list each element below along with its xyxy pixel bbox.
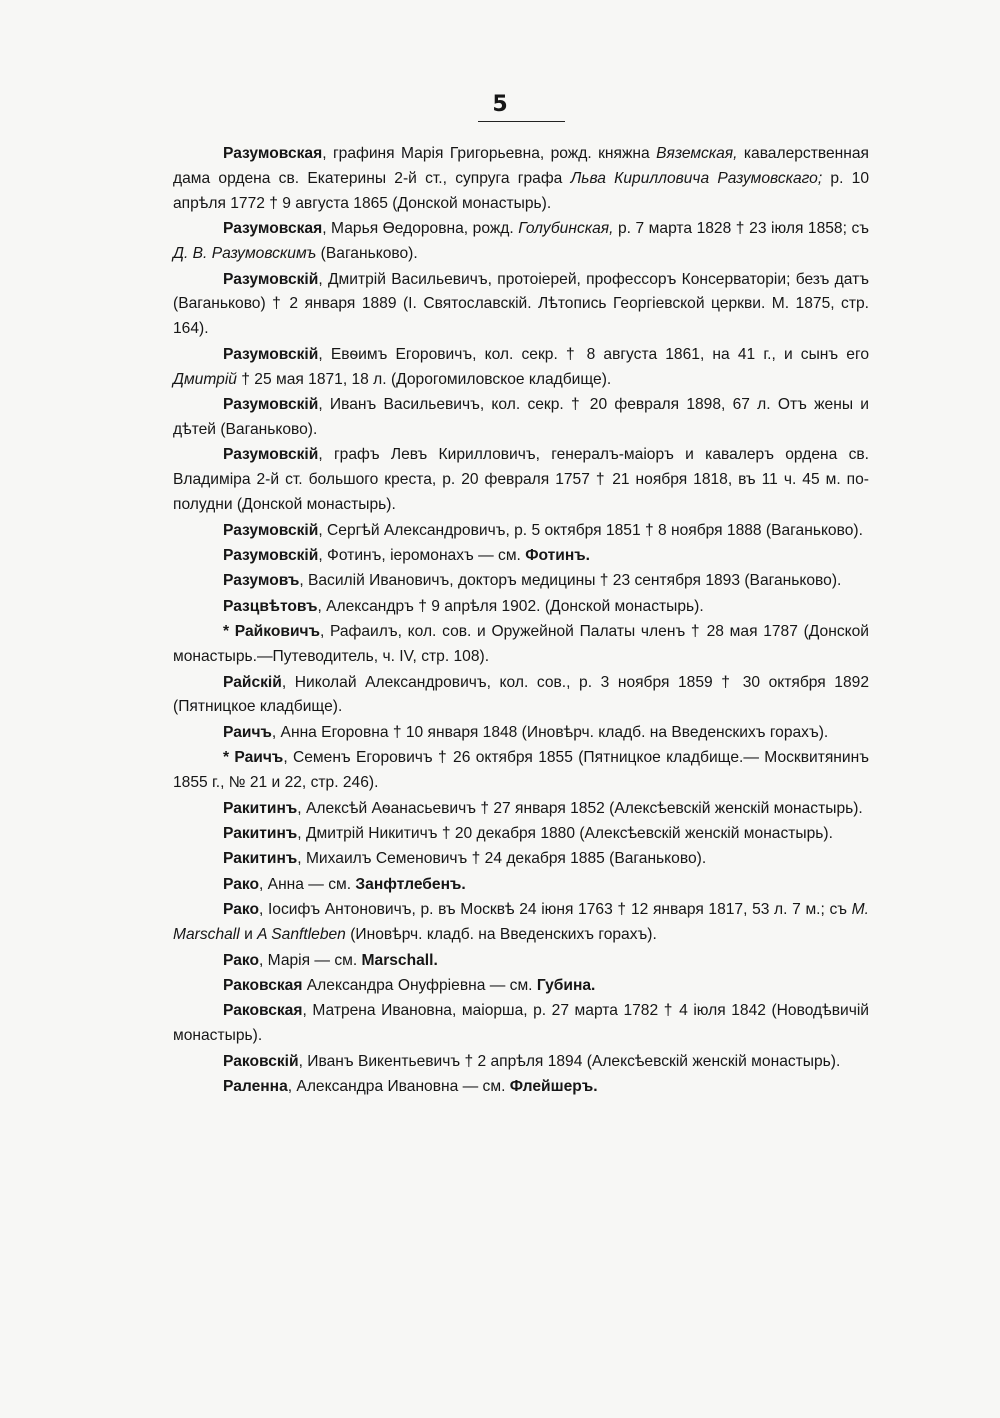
entry-surname: Разумовскій [223,345,319,363]
entry [173,797,869,822]
entry [173,746,869,796]
entry-surname: Разумовъ [223,572,300,590]
star-marker: * [223,623,235,641]
entry-surname: Раичъ [234,749,284,767]
page-number: 5 [492,92,508,117]
entry-text: Александра Онуфріевна — см. [302,976,537,994]
entry-surname: Разумовская [223,145,323,162]
entry-italic: Дмитрій [173,370,237,388]
entry-text: , Сергѣй Александровичъ, р. 5 октября 1851 † 8 ноября 1888 (Ваганьково). [318,521,863,539]
entry-surname: Разумовскій [223,270,319,288]
entry-surname: Раичъ [223,723,272,741]
cross-reference: Marschall. [361,951,438,969]
entry-italic-second: A Sanftleben [257,926,346,944]
entry [173,595,869,620]
entry-text: , Дмитрій Васильевичъ, протоіерей, профессоръ Консерваторіи; безъ датъ (Ваганьково) † 2 января 1889 (І. Святославскій. Лѣтопись Георгіевской церкви. М. 1875, стр. 164). [173,270,869,338]
entry-text: , Василій Ивановичъ, докторъ медицины † 23 сентября 1893 (Ваганьково). [299,572,842,590]
entry [173,393,869,443]
entry-text: , Марія — см. [259,951,362,969]
entry-surname: Раленна [223,1078,288,1096]
entry-text-tail: (Ваганьково). [316,245,418,263]
entry-surname: Ракитинъ [223,824,298,842]
entry-text-continued: р. 7 марта 1828 † 23 іюля 1858; съ [613,220,869,238]
entry-surname: Разумовская [223,220,323,238]
entry-text: , графиня Марія Григорьевна, рожд. княжна [322,145,657,162]
entry-surname: Рако [223,875,259,893]
entry-text: , Анна Егоровна † 10 января 1848 (Иновѣрч. кладб. на Введенскихъ горахъ). [271,723,829,741]
entry-surname: Разумовскій [223,396,319,414]
entry-text: , Фотинъ, іеромонахъ — см. [318,547,526,564]
entry [173,544,869,569]
entry-text-tail: р. 10 апрѣля 1772 † 9 августа 1865 (Донской монастырь). [173,169,870,212]
entry-text-continued: и [239,926,258,944]
entry-italic: M. Marschall [173,901,869,944]
entry-text: , Дмитрій Никитичъ † 20 декабря 1880 (Алексѣевскій женскій монастырь). [297,824,833,842]
entry [173,217,869,267]
entry [173,898,869,948]
entry-text: , Іосифъ Антоновичъ, р. въ Москвѣ 24 іюня 1763 † 12 января 1817, 53 л. 7 м.; съ [259,901,852,919]
entry-surname: Ракитинъ [223,850,298,868]
entry [173,1050,869,1075]
entry-surname: Рако [223,951,259,969]
entry-text: , Евѳимъ Егоровичъ, кол. секр. † 8 августа 1861, на 41 г., и сынъ его [318,345,869,363]
entry-text: , Иванъ Васильевичъ, кол. секр. † 20 февраля 1898, 67 л. Отъ жены и дѣтей (Ваганьково). [173,396,869,438]
entry-list [173,142,869,1100]
entry [173,569,869,594]
cross-reference: Губина. [536,976,596,994]
entry [173,343,869,393]
entry-text: , Александра Ивановна — см. [287,1078,510,1096]
cross-reference: Занфтлебенъ. [355,875,466,893]
cross-reference: Флейшеръ. [509,1078,598,1096]
entry [173,443,869,518]
entry-text: , Алексѣй Аѳанасьевичъ † 27 января 1852 (Алексѣевскій женскій монастырь). [297,799,863,817]
entry-surname: Ракитинъ [223,799,298,817]
entry [173,847,869,872]
entry [173,1075,869,1100]
entry [173,949,869,974]
entry-surname: Разумовскій [223,547,319,564]
entry-text: , Семенъ Егоровичъ † 26 октября 1855 (Пятницкое кладбище.— Москвитянинъ 1855 г., № 21 и 22, стр. 246). [173,749,869,792]
entry [173,974,869,999]
entry [173,822,869,847]
entry-text: , Анна — см. [259,875,356,893]
entry [173,519,869,544]
entry-surname: Разумовскій [223,446,319,464]
entry [173,999,869,1049]
entry-surname: Райковичъ [234,623,320,641]
entry-surname: Райскій [223,673,282,691]
entry-text: , Михаилъ Семеновичъ † 24 декабря 1885 (Ваганьково). [297,850,707,868]
entry-surname: Разумовскій [223,521,319,539]
entry [173,671,869,721]
entry-text: , графъ Левъ Кирилловичъ, генералъ-маіоръ и кавалеръ ордена св. Владиміра 2-й ст. большого креста, р. 20 февраля 1757 † 21 ноября 1818, въ 11 ч. 45 м. по-полудни (Донской монастырь). [173,446,869,514]
entry-text: , Рафаилъ, кол. сов. и Оружейной Палаты членъ † 28 мая 1787 (Донской монастырь.—Путеводитель, ч. IV, стр. 108). [173,623,869,666]
page-number-rule [478,121,565,122]
entry-text-continued: † 25 мая 1871, 18 л. (Дорогомиловское кладбище). [236,370,612,388]
entry-italic-second: Д. В. Разумовскимъ [173,245,317,263]
entry-text-tail: (Иновѣрч. кладб. на Введенскихъ горахъ). [345,926,657,944]
entry-italic: Вяземская, [656,145,738,162]
entry [173,620,869,670]
entry-text: , Иванъ Викентьевичъ † 2 апрѣля 1894 (Алексѣевскій женскій монастырь). [298,1052,841,1070]
entry-surname: Разцвѣтовъ [223,597,318,615]
entry [173,142,869,217]
entry-italic: Голубинская, [518,220,614,238]
entry-surname: Раковская [223,1002,303,1020]
entry-italic-second: Льва Кирилловича Разумовскаго; [570,169,823,187]
entry-surname: Раковская [223,976,303,994]
entry-surname: Раковскій [223,1052,299,1070]
entry-text: , Матрена Ивановна, маіорша, р. 27 марта 1782 † 4 іюля 1842 (Новодѣвичій монастырь). [173,1002,869,1045]
entry-surname: Рако [223,901,259,919]
entry-text: , Александръ † 9 апрѣля 1902. (Донской монастырь). [317,597,704,615]
star-marker: * [223,749,235,767]
entry-text: , Николай Александровичъ, кол. сов., р. 3 ноября 1859 † 30 октября 1892 (Пятницкое кладбище). [173,673,869,716]
entry-text: , Марья Өедоровна, рожд. [322,220,519,238]
entry [173,721,869,746]
entry [173,268,869,343]
entry-text-continued: кавалерственная дама ордена св. Екатерины 2-й ст., супруга графа [173,145,869,187]
cross-reference: Фотинъ. [525,547,591,564]
entry [173,873,869,898]
